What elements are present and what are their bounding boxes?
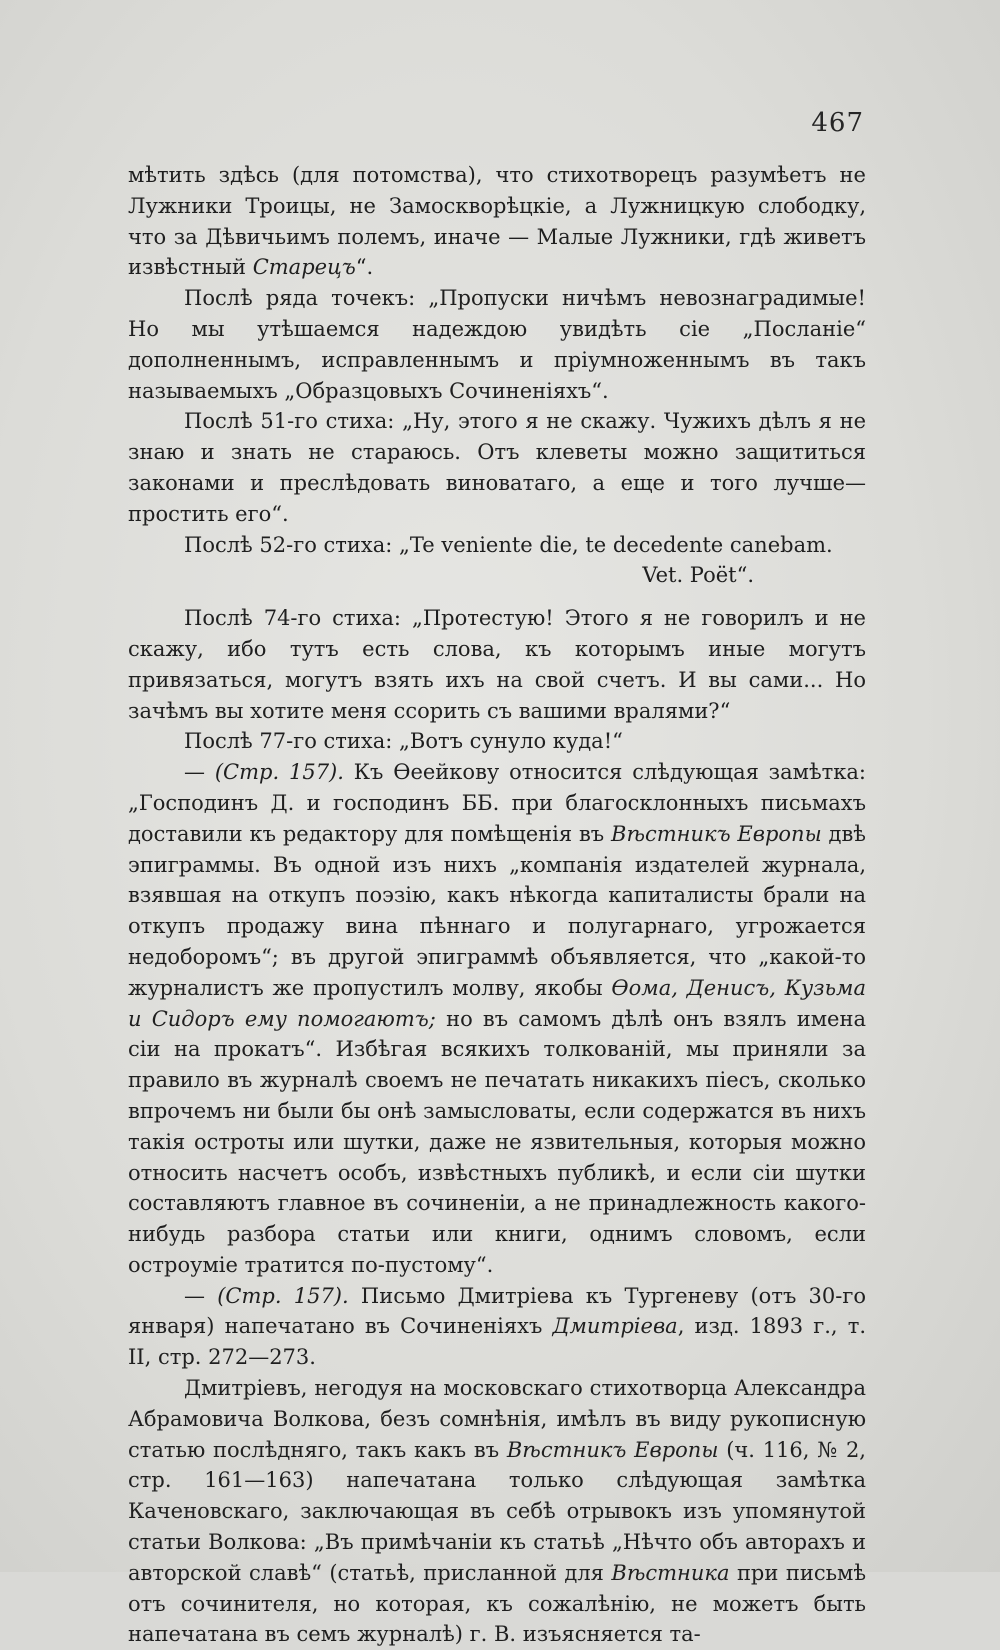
page-reference: (Стр. 157). (217, 1283, 349, 1308)
journal-title: Вѣстникъ Европы (611, 821, 822, 846)
paragraph-7 (128, 757, 866, 1281)
paragraph-2: Послѣ ряда точекъ: „Пропуски ничѣмъ невознаградимые! Но мы утѣшаемся надеждою увидѣть сіе „Посланіе“ дополненнымъ, исправленнымъ и пріумноженнымъ въ такъ называемыхъ „Образцовыхъ Сочиненіяхъ“. (128, 286, 866, 403)
page-number: 467 (811, 108, 864, 138)
author-name: Дмитріева (552, 1314, 678, 1339)
text-run: (ч. 116, № 2, стр. 161—163) напечатана только слѣдующая замѣтка Каченовскаго, заключающая въ себѣ отрывокъ изъ упомянутой статьи Волкова: „Въ примѣчаніи къ статьѣ „Нѣчто объ авторахъ и авторской славѣ“ (статьѣ, присланной для (128, 1437, 866, 1585)
text-run: , изд. 1893 г., т. II, стр. 272—273. (128, 1314, 866, 1370)
text-run: но въ самомъ дѣлѣ онъ взялъ имена сіи на прокатъ“. Избѣгая всякихъ толкованій, мы приняли за правило въ журналѣ своемъ не печатать никакихъ піесъ, сколько впрочемъ ни были бы онѣ замысловаты, если содержатся въ нихъ такія остроты или шутки, даже не язвительныя, которыя можно относить насчетъ особъ, извѣстныхъ публикѣ, и если сіи шутки составляютъ главное въ сочиненіи, а не принадлежность какого-нибудь разбора статьи или книги, однимъ словомъ, если остроуміе тратится по-пустому“. (128, 1006, 866, 1277)
paragraph-9 (128, 1373, 866, 1650)
journal-title: Вѣстникъ Европы (506, 1437, 719, 1462)
paragraph-1: мѣтить здѣсь (для потомства), что стихотворецъ разумѣетъ не Лужники Троицы, не Замоскворѣцкіе, а Лужницкую слободку, что за Дѣвичьимъ полемъ, иначе — Малые Лужники, гдѣ живетъ извѣстный Старецъ“. (128, 163, 866, 280)
text-run: Къ Ѳеейкову относится слѣдующая замѣтка: „Господинъ Д. и господинъ ББ. при благосклонныхъ письмахъ доставили къ редактору для помѣщенія въ (128, 760, 866, 846)
signature-line: Vet. Poët“. (642, 563, 754, 588)
paragraph-6: Послѣ 77-го стиха: „Вотъ сунуло куда!“ (184, 729, 623, 754)
paragraph-3: Послѣ 51-го стиха: „Ну, этого я не скажу. Чужихъ дѣлъ я не знаю и знать не стараюсь. Отъ клеветы можно защититься законами и преслѣдовать виноватаго, а еще и того лучше—простить его“. (128, 409, 866, 526)
paragraph-8 (128, 1281, 866, 1373)
text-run: двѣ эпиграммы. Въ одной изъ нихъ „компанія издателей журнала, взявшая на откупъ поэзію, какъ нѣкогда капиталисты брали на откупъ продажу вина пѣннаго и полугарнаго, угрожается недоборомъ“; въ другой эпиграммѣ объявляется, что „какой-то журналистъ же пропустилъ молву, якобы (128, 821, 866, 1000)
italic-word: Старецъ (252, 255, 356, 280)
paragraph-5: Послѣ 74-го стиха: „Протестую! Этого я не говорилъ и не скажу, ибо тутъ есть слова, къ которымъ иные могутъ привязаться, могутъ взять ихъ на свой счетъ. И вы сами... Но зачѣмъ вы хотите меня ссорить съ вашими вралями?“ (128, 606, 866, 723)
dash: — (184, 1283, 205, 1308)
page-reference: (Стр. 157). (214, 760, 344, 785)
dash: — (184, 760, 205, 785)
text-run: Дмитріевъ, негодуя на московскаго стихотворца Александра Абрамовича Волкова, безъ сомнѣнія, имѣлъ въ виду рукописную статью послѣдняго, такъ какъ въ (128, 1376, 866, 1462)
body-text (128, 160, 866, 1650)
text-run: Письмо Дмитріева къ Тургеневу (отъ 30-го января) напечатано въ Сочиненіяхъ (128, 1283, 866, 1339)
paragraph-4: Послѣ 52-го стиха: „Te veniente die, te decedente canebam. (184, 532, 833, 557)
journal-title-short: Вѣстника (611, 1560, 730, 1585)
italic-names: Ѳома, Денисъ, Кузьма и Сидоръ ему помогаютъ; (128, 975, 866, 1031)
text-run: при письмѣ отъ сочинителя, но которая, къ сожалѣнію, не можетъ быть напечатана въ семъ журналѣ) г. В. изъясняется та- (128, 1560, 867, 1647)
